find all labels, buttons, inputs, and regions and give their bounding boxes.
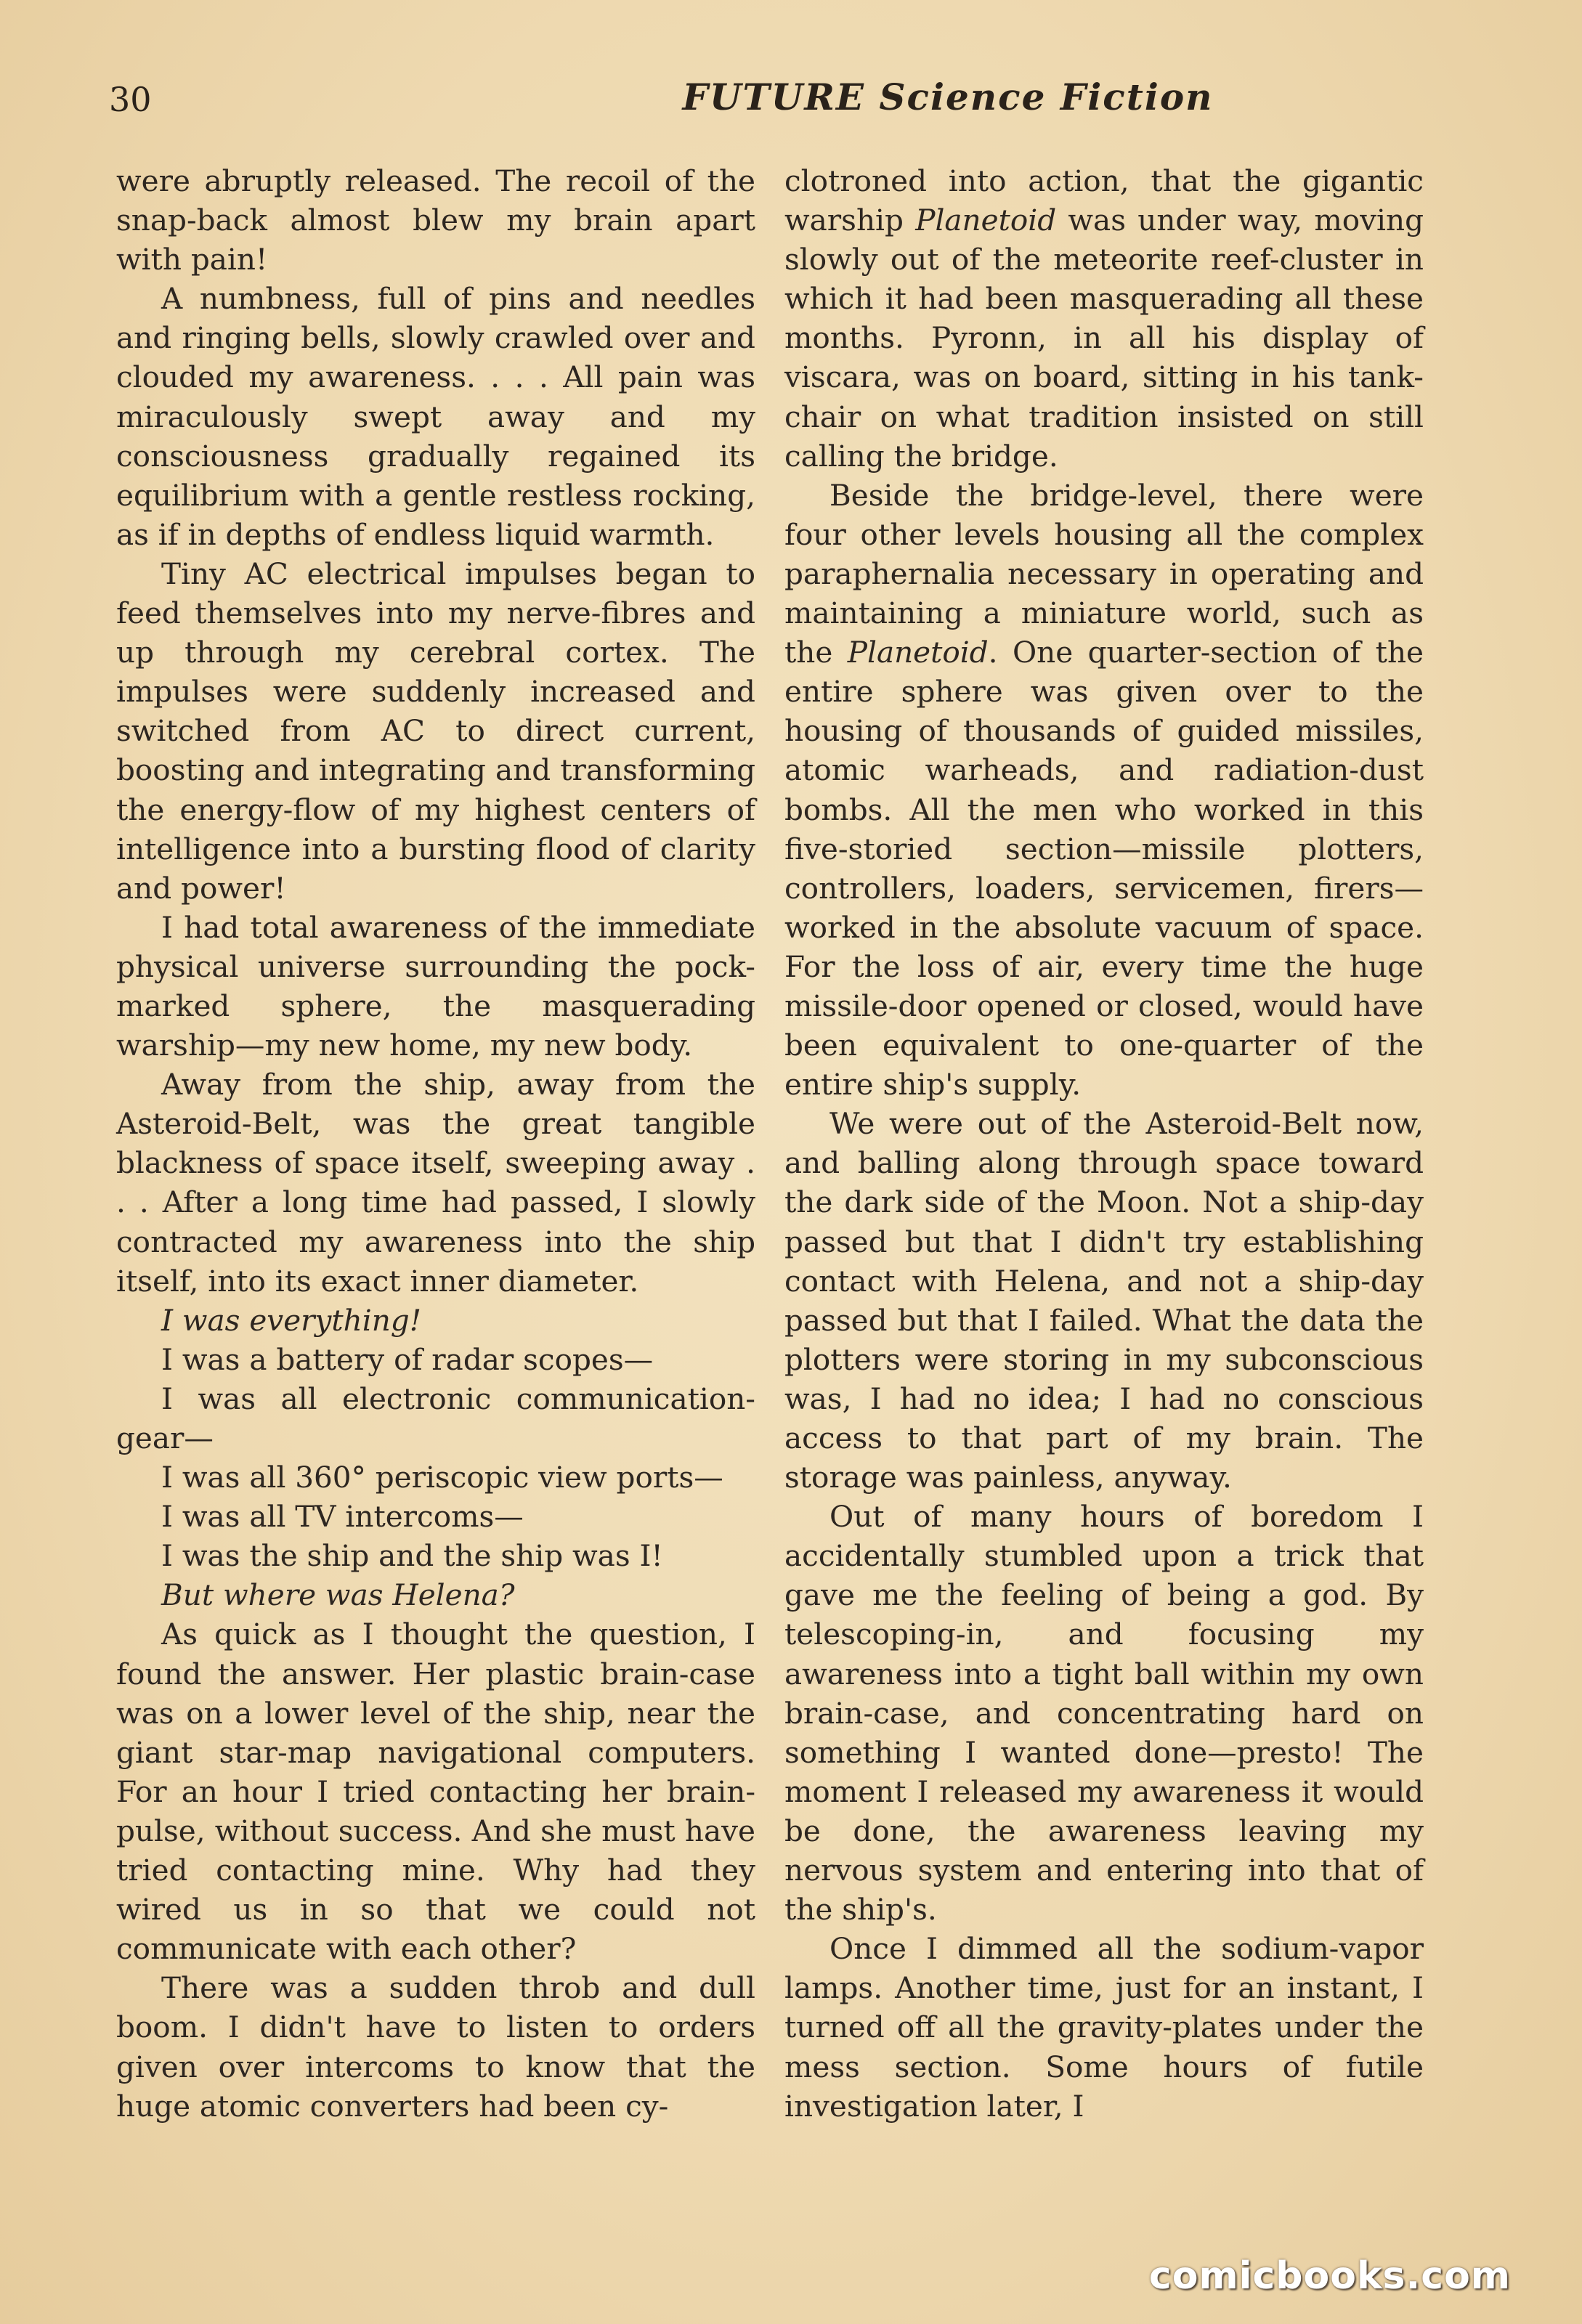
paragraph: I was all TV intercoms— — [161, 1499, 524, 1535]
paragraph: I was a battery of radar scopes— — [161, 1341, 654, 1377]
italic-line: I was everything! — [161, 1302, 421, 1338]
ship-name: Planetoid — [847, 635, 989, 670]
paragraph-italic — [116, 1575, 755, 1614]
paragraph: I had total awareness of the immediate physical universe surrounding the pock-marked sphere, the masquerading warship—my new home, my new body. — [116, 909, 755, 1063]
ship-name: Planetoid — [915, 203, 1057, 238]
page-number: 30 — [109, 80, 152, 119]
paragraph: Out of many hours of boredom I accidentally stumbled upon a trick that gave me the feeling of being a god. By telescoping-in, and focusing my awareness into a tight ball within my own brain-case, and concentrating hard on something I wanted done—presto! The moment I released my awareness it would be done, the awareness leaving my nervous system and entering into that of the ship's. — [784, 1499, 1424, 1927]
paragraph: Beside the bridge-level, there were four other levels housing all the complex paraphernalia necessary in operating and maintaining a miniature world, such as the Planetoid. One quarter-section of the entire sphere was given over to the housing of thousands of guided missiles, atomic warheads, and radiation-dust bombs. All the men who worked in this five-storied section—missile plotters, controllers, loaders, servicemen, firers—worked in the absolute vacuum of space. For the loss of air, every time the huge missile-door opened or closed, would have been equivalent to one-quarter of the entire ship's supply. — [784, 477, 1424, 1102]
left-column — [116, 161, 755, 2126]
paragraph: I was the ship and the ship was I! — [161, 1538, 663, 1574]
paragraph: A numbness, full of pins and needles and ringing bells, slowly crawled over and clouded my awareness. . . . All pain was miraculously swept away and my consciousness gradually regained its equilibrium with a gentle restless rocking, as if in depths of endless liquid warmth. — [116, 281, 755, 552]
right-column — [784, 161, 1424, 2126]
paragraph: were abruptly released. The recoil of the snap-back almost blew my brain apart with pain! — [116, 163, 755, 277]
paragraph: As quick as I thought the question, I found the answer. Her plastic brain-case was on a lower level of the ship, near the giant star-map navigational computers. For an hour I tried contacting her brain-pulse, without success. And she must have tried contacting mine. Why had they wired us in so that we could not communicate with each other? — [116, 1617, 755, 1967]
paragraph-italic — [116, 1301, 755, 1340]
running-title: FUTURE Science Fiction — [682, 76, 1214, 118]
paragraph: Tiny AC electrical impulses began to feed themselves into my nerve-fibres and up through my cerebral cortex. The impulses were suddenly increased and switched from AC to direct current, boosting and integrating and transforming the energy-flow of my highest centers of intelligence into a bursting flood of clarity and power! — [116, 556, 755, 906]
italic-line: But where was Helena? — [161, 1577, 515, 1613]
paragraph: Away from the ship, away from the Asteroid-Belt, was the great tangible blackness of space itself, sweeping away . . . After a long time had passed, I slowly contracted my awareness into the ship itself, into its exact inner diameter. — [116, 1067, 755, 1299]
watermark-text: comicbooks.com — [1148, 2254, 1511, 2298]
page-header — [109, 73, 1474, 138]
paragraph: clotroned into action, that the gigantic warship Planetoid was under way, moving slowly out of the meteorite reef-cluster in which it had been masquerading all these months. Pyronn, in all his display of viscara, was on board, sitting in his tank-chair on what tradition insisted on still calling the bridge. — [784, 163, 1424, 474]
paragraph: Once I dimmed all the sodium-vapor lamps. Another time, just for an instant, I turned off all the gravity-plates under the mess section. Some hours of futile investigation later, I — [784, 1931, 1424, 2124]
paragraph: I was all 360° periscopic view ports— — [161, 1460, 723, 1495]
paragraph: There was a sudden throb and dull boom. I didn't have to listen to orders given over intercoms to know that the huge atomic converters had been cy- — [116, 1970, 755, 2124]
paragraph: We were out of the Asteroid-Belt now, and balling along through space toward the dark side of the Moon. Not a ship-day passed but that I didn't try establishing contact with Helena, and not a ship-day passed but that I failed. What the data the plotters were storing in my subconscious was, I had no idea; I had no conscious access to that part of my brain. The storage was painless, anyway. — [784, 1106, 1424, 1495]
paragraph: I was all electronic communication-gear— — [116, 1381, 755, 1455]
